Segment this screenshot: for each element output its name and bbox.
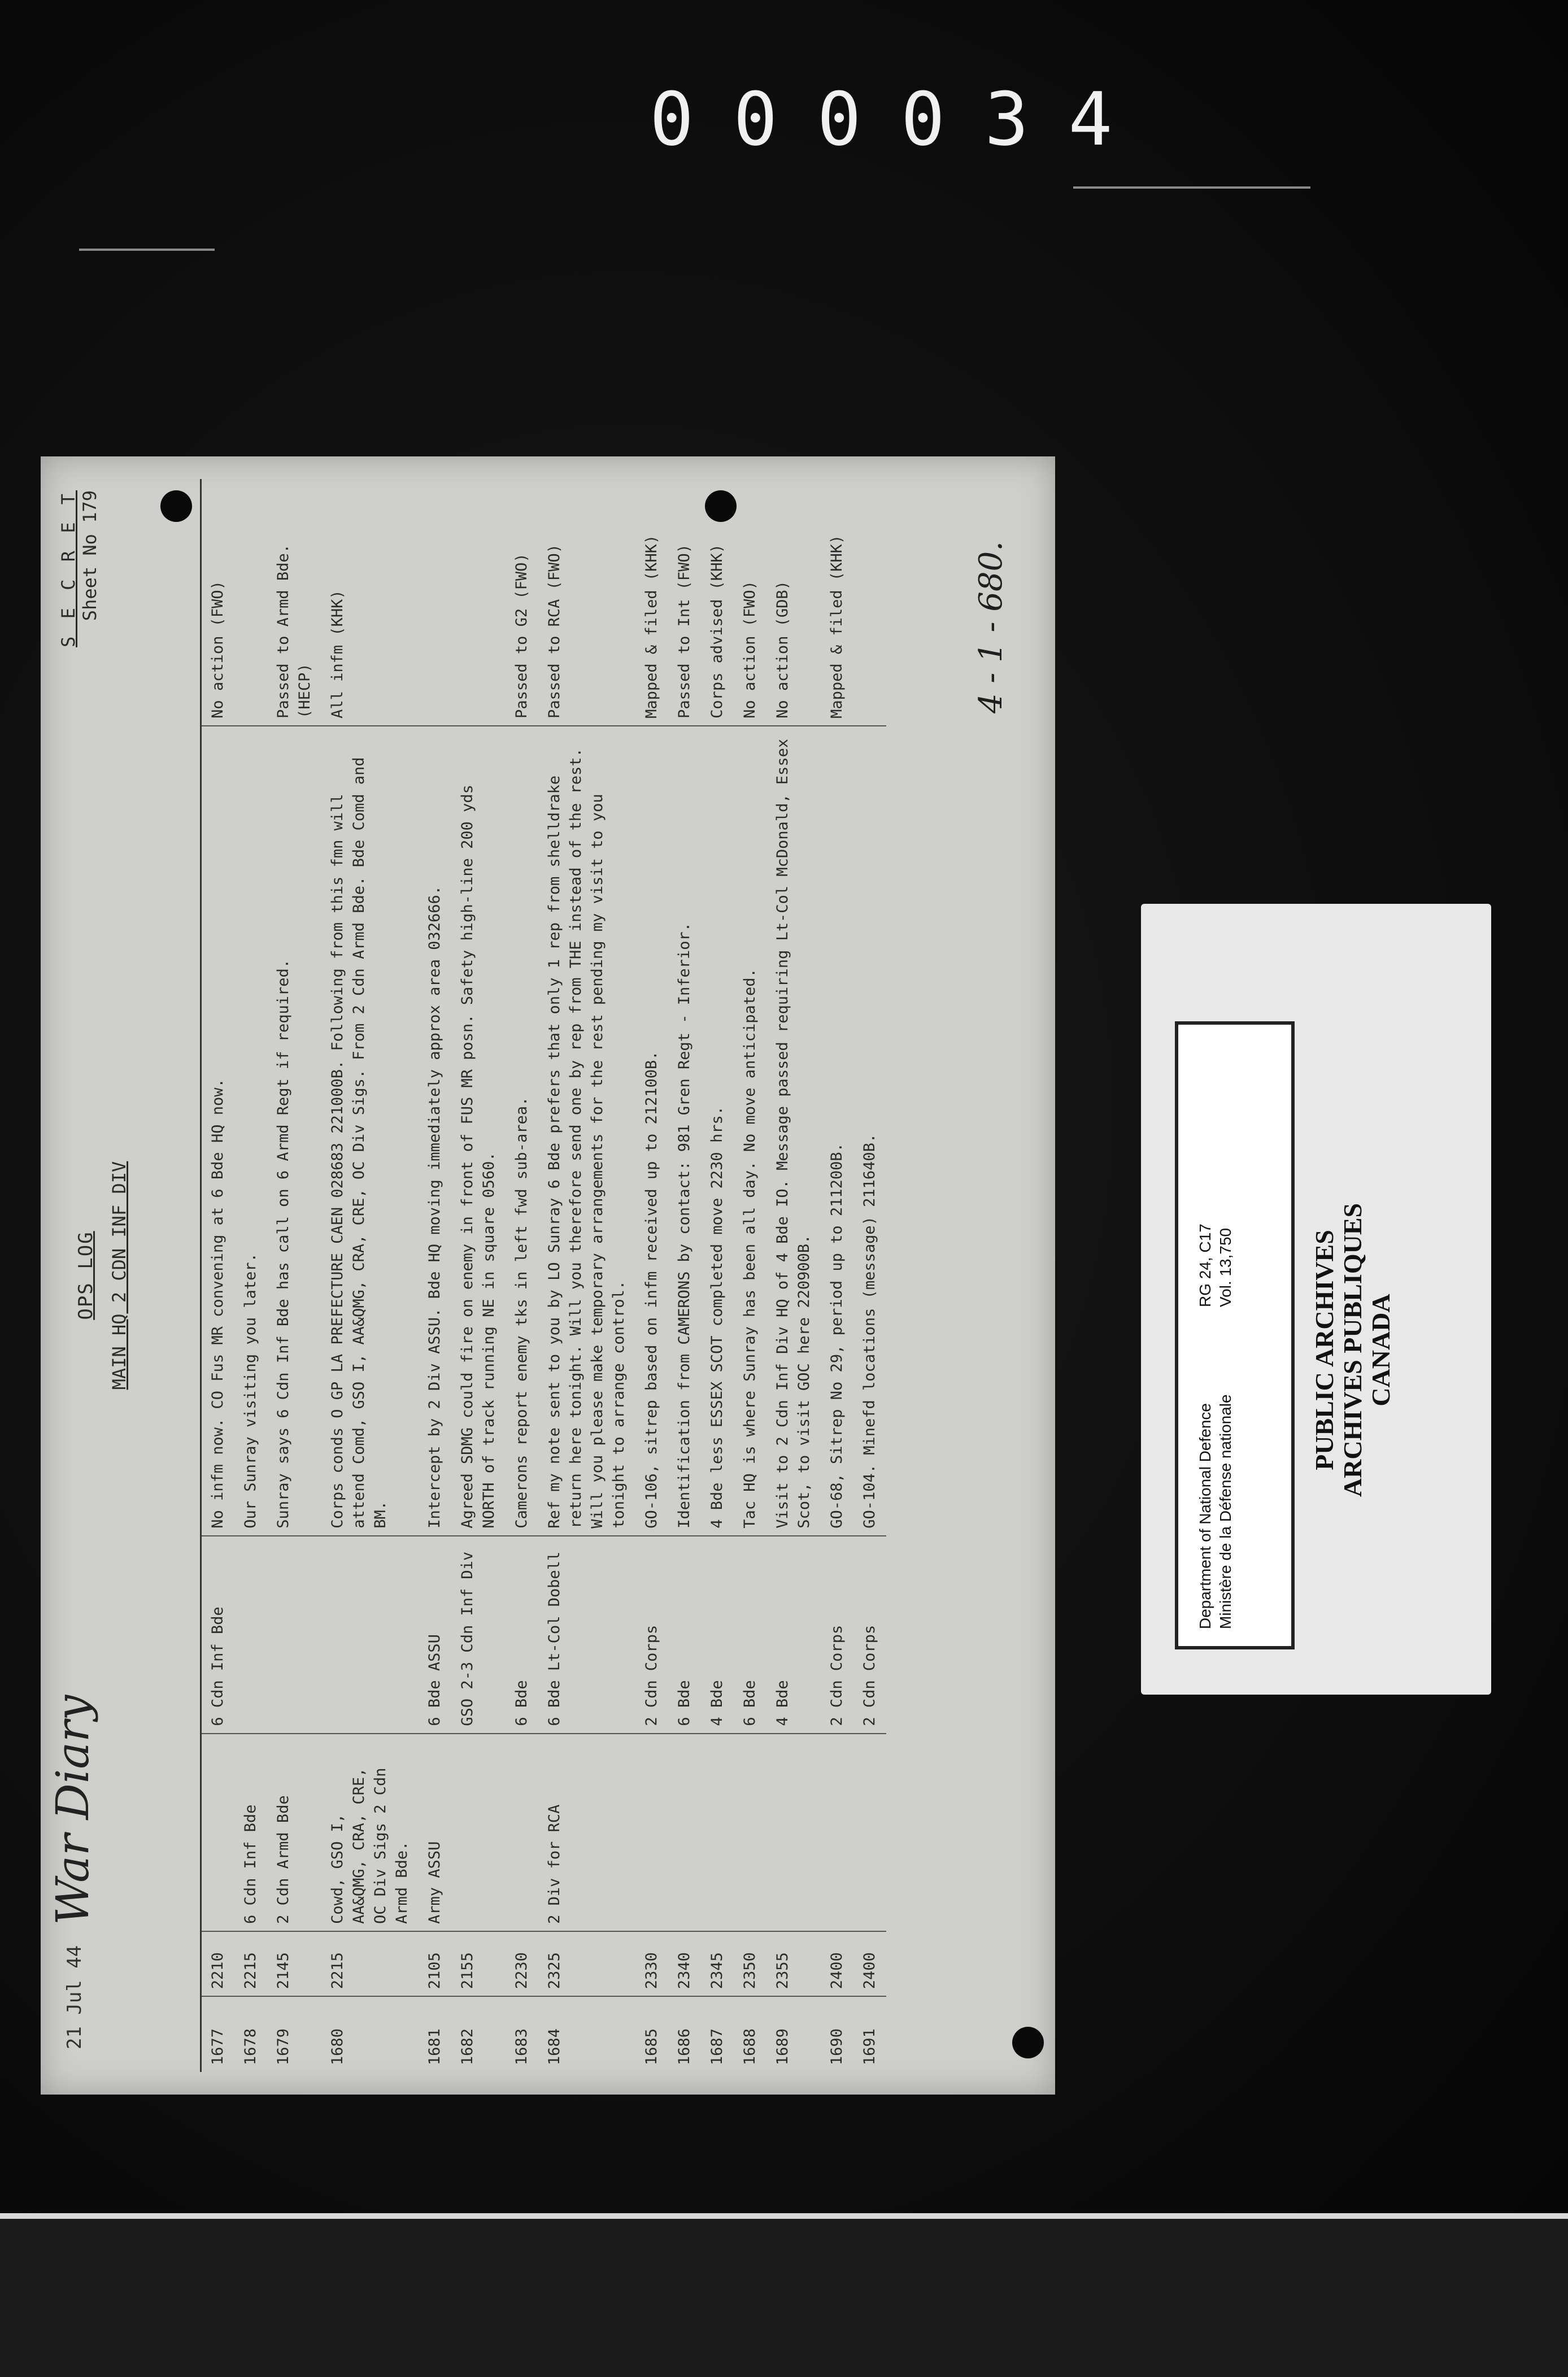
log-cell-action: Mapped & filed (KHK) bbox=[635, 479, 668, 726]
log-row bbox=[321, 479, 419, 2072]
log-cell-event: Camerons report enemy tks in left fwd sub-area. bbox=[506, 726, 538, 1536]
log-cell-to: GSO 2-3 Cdn Inf Div bbox=[451, 1536, 506, 1734]
log-table bbox=[165, 479, 886, 2072]
col-event bbox=[165, 726, 201, 1536]
log-cell-action: Passed to Armd Bde. (HECP) bbox=[267, 479, 321, 726]
log-cell-action bbox=[234, 479, 267, 726]
film-scratch bbox=[1073, 186, 1310, 189]
log-cell-event: GO-104. Minefd locations (message) 211640B. bbox=[853, 726, 886, 1536]
archives-label-card bbox=[1141, 904, 1491, 1695]
log-cell-serial: 1682 bbox=[459, 2028, 476, 2065]
log-cell-from bbox=[853, 1734, 886, 1931]
log-cell-event: Corps conds O GP LA PREFECTURE CAEN 028683 221000B. Following from this fmn will attend Comd, GSO I, AA&QMG, CRA, CRE, OC Div Sigs. From 2 Cdn Armd Bde. Bde Comd and BM. bbox=[321, 726, 419, 1536]
log-cell-from: 2 Cdn Armd Bde bbox=[267, 1734, 321, 1931]
archives-fr: ARCHIVES PUBLIQUES bbox=[1338, 1203, 1367, 1497]
log-cell-time: 2340 bbox=[668, 1931, 701, 1996]
log-cell-event: Agreed SDMG could fire on enemy in front of FUS MR posn. Safety high-line 200 yds NORTH of track running NE in square 0560. bbox=[451, 726, 506, 1536]
log-cell-serial: 1686 bbox=[676, 2028, 693, 2065]
col-serial bbox=[165, 1996, 201, 2072]
frame-number: 000034 bbox=[650, 76, 1152, 162]
log-cell-event: Our Sunray visiting you later. bbox=[234, 726, 267, 1536]
log-row bbox=[853, 479, 886, 2072]
col-to bbox=[165, 1536, 201, 1734]
log-cell-time: 2215 bbox=[234, 1931, 267, 1996]
log-subtitle: MAIN HQ 2 CDN INF DIV bbox=[108, 1161, 130, 1390]
log-cell-event: GO-68, Sitrep No 29, period up to 211200B. bbox=[821, 726, 853, 1536]
log-cell-action: No action (FWO) bbox=[734, 479, 766, 726]
archives-country: CANADA bbox=[1366, 1294, 1395, 1407]
log-cell-event: No infm now. CO Fus MR convening at 6 Bde HQ now. bbox=[201, 726, 235, 1536]
film-margin bbox=[0, 2219, 1568, 2377]
log-cell-to: 6 Bde bbox=[734, 1536, 766, 1734]
log-cell-action: Corps advised (KHK) bbox=[701, 479, 734, 726]
log-cell-from: Cowd, GSO I, AA&QMG, CRA, CRE, OC Div Sigs 2 Cdn Armd Bde. bbox=[321, 1734, 419, 1931]
log-cell-event: GO-106, sitrep based on infm received up to 212100B. bbox=[635, 726, 668, 1536]
log-cell-time: 2350 bbox=[734, 1931, 766, 1996]
col-from bbox=[165, 1734, 201, 1931]
log-cell-serial: 1685 bbox=[643, 2028, 660, 2065]
record-volume: Vol. 13,750 bbox=[1217, 1227, 1234, 1307]
log-cell-time: 2210 bbox=[201, 1931, 235, 1996]
ops-log-sheet bbox=[41, 456, 1055, 2095]
log-cell-serial: 1690 bbox=[828, 2028, 846, 2065]
log-cell-to: 6 Bde bbox=[668, 1536, 701, 1734]
log-cell-from bbox=[821, 1734, 853, 1931]
log-row bbox=[234, 479, 267, 2072]
log-cell-event: Intercept by 2 Div ASSU. Bde HQ moving immediately approx area 032666. bbox=[419, 726, 451, 1536]
archives-label-content bbox=[1141, 904, 1491, 1695]
log-cell-serial: 1680 bbox=[329, 2028, 346, 2065]
log-row bbox=[451, 479, 506, 2072]
log-cell-from: Army ASSU bbox=[419, 1734, 451, 1931]
log-cell-to: 2 Cdn Corps bbox=[821, 1536, 853, 1734]
log-cell-event: 4 Bde less ESSEX SCOT completed move 2230 hrs. bbox=[701, 726, 734, 1536]
archives-en: PUBLIC ARCHIVES bbox=[1310, 1230, 1339, 1470]
classification-block bbox=[58, 490, 101, 647]
log-row bbox=[635, 479, 668, 2072]
log-cell-action bbox=[451, 479, 506, 726]
log-row bbox=[766, 479, 821, 2072]
log-cell-to: 6 Cdn Inf Bde bbox=[201, 1536, 235, 1734]
log-cell-from bbox=[701, 1734, 734, 1931]
log-cell-from: 6 Cdn Inf Bde bbox=[234, 1734, 267, 1931]
log-cell-serial: 1691 bbox=[861, 2028, 878, 2065]
log-cell-action: All infm (KHK) bbox=[321, 479, 419, 726]
log-row bbox=[668, 479, 701, 2072]
log-header-row bbox=[165, 479, 201, 2072]
log-cell-serial: 1677 bbox=[209, 2028, 227, 2065]
log-cell-to bbox=[234, 1536, 267, 1734]
handwritten-note: War Diary bbox=[46, 1695, 99, 1925]
log-cell-from: 2 Div for RCA bbox=[538, 1734, 635, 1931]
log-cell-event: Identification from CAMERONS by contact: 981 Gren Regt - Inferior. bbox=[668, 726, 701, 1536]
film-edge bbox=[0, 2213, 1568, 2219]
log-cell-time: 2330 bbox=[635, 1931, 668, 1996]
log-cell-to: 4 Bde bbox=[766, 1536, 821, 1734]
log-cell-action bbox=[853, 479, 886, 726]
log-cell-to: 6 Bde bbox=[506, 1536, 538, 1734]
log-cell-time: 2215 bbox=[321, 1931, 419, 1996]
log-cell-serial: 1688 bbox=[741, 2028, 759, 2065]
log-cell-time: 2325 bbox=[538, 1931, 635, 1996]
log-cell-time: 2145 bbox=[267, 1931, 321, 1996]
log-row bbox=[419, 479, 451, 2072]
log-cell-from bbox=[635, 1734, 668, 1931]
classification: S E C R E T bbox=[58, 490, 79, 647]
log-cell-time: 2155 bbox=[451, 1931, 506, 1996]
log-cell-action: No action (FWO) bbox=[201, 479, 235, 726]
log-cell-to: 4 Bde bbox=[701, 1536, 734, 1734]
log-cell-event: Sunray says 6 Cdn Inf Bde has call on 6 Armd Regt if required. bbox=[267, 726, 321, 1536]
log-cell-action: Passed to Int (FWO) bbox=[668, 479, 701, 726]
log-cell-serial: 1683 bbox=[513, 2028, 530, 2065]
log-cell-action: No action (GDB) bbox=[766, 479, 821, 726]
log-title-block bbox=[75, 1078, 130, 1473]
col-time bbox=[165, 1931, 201, 1996]
log-cell-serial: 1684 bbox=[546, 2028, 563, 2065]
sheet-number: Sheet No 179 bbox=[79, 490, 101, 621]
log-cell-to: 6 Bde Lt-Col Dobell bbox=[538, 1536, 635, 1734]
log-cell-to: 2 Cdn Corps bbox=[853, 1536, 886, 1734]
log-cell-serial: 1681 bbox=[426, 2028, 443, 2065]
log-cell-event: Ref my note sent to you by LO Sunray 6 Bde prefers that only 1 rep from shelldrake return here tonight. Will you therefore send one by rep from THE instead of the rest. Will you please make temporary arrangements for the rest pending my visit to you tonight to arrange control. bbox=[538, 726, 635, 1536]
log-cell-action: Passed to RCA (FWO) bbox=[538, 479, 635, 726]
log-title: OPS LOG bbox=[75, 1231, 97, 1320]
log-row bbox=[538, 479, 635, 2072]
log-cell-serial: 1687 bbox=[708, 2028, 726, 2065]
log-cell-to bbox=[267, 1536, 321, 1734]
log-row bbox=[201, 479, 235, 2072]
log-row bbox=[734, 479, 766, 2072]
log-cell-event: Tac HQ is where Sunray has been all day. No move anticipated. bbox=[734, 726, 766, 1536]
log-row bbox=[821, 479, 853, 2072]
log-cell-time: 2400 bbox=[853, 1931, 886, 1996]
log-cell-to: 6 Bde ASSU bbox=[419, 1536, 451, 1734]
log-cell-serial: 1678 bbox=[242, 2028, 259, 2065]
log-cell-event: Visit to 2 Cdn Inf Div HQ of 4 Bde IO. Message passed requiring Lt-Col McDonald, Essex Scot, to visit GOC here 220900B. bbox=[766, 726, 821, 1536]
log-cell-to bbox=[321, 1536, 419, 1734]
log-cell-from bbox=[201, 1734, 235, 1931]
department-name bbox=[1195, 1394, 1236, 1629]
log-cell-from bbox=[506, 1734, 538, 1931]
archives-reference-box bbox=[1175, 1021, 1295, 1649]
department-fr: Ministère de la Défense nationale bbox=[1217, 1394, 1234, 1629]
department-en: Department of National Defence bbox=[1196, 1403, 1214, 1629]
log-cell-from bbox=[668, 1734, 701, 1931]
log-cell-time: 2230 bbox=[506, 1931, 538, 1996]
archives-name bbox=[1310, 1096, 1395, 1604]
log-cell-serial: 1689 bbox=[774, 2028, 791, 2065]
log-cell-time: 2345 bbox=[701, 1931, 734, 1996]
log-row bbox=[506, 479, 538, 2072]
col-action bbox=[165, 479, 201, 726]
log-cell-from bbox=[734, 1734, 766, 1931]
log-cell-from bbox=[766, 1734, 821, 1931]
log-date: 21 Jul 44 bbox=[63, 1945, 86, 2049]
log-row bbox=[267, 479, 321, 2072]
log-cell-time: 2355 bbox=[766, 1931, 821, 1996]
log-cell-action bbox=[419, 479, 451, 726]
record-group: RG 24, C17 bbox=[1196, 1224, 1214, 1307]
record-reference bbox=[1195, 1224, 1236, 1307]
log-cell-serial: 1679 bbox=[275, 2028, 292, 2065]
log-cell-action: Mapped & filed (KHK) bbox=[821, 479, 853, 726]
log-cell-action: Passed to G2 (FWO) bbox=[506, 479, 538, 726]
handwritten-margin-note: 4 - 1 - 680. bbox=[973, 541, 1009, 713]
ops-log-content bbox=[41, 456, 1055, 2095]
log-cell-time: 2105 bbox=[419, 1931, 451, 1996]
log-cell-time: 2400 bbox=[821, 1931, 853, 1996]
film-scratch bbox=[79, 249, 215, 251]
log-cell-from bbox=[451, 1734, 506, 1931]
log-row bbox=[701, 479, 734, 2072]
log-cell-to: 2 Cdn Corps bbox=[635, 1536, 668, 1734]
